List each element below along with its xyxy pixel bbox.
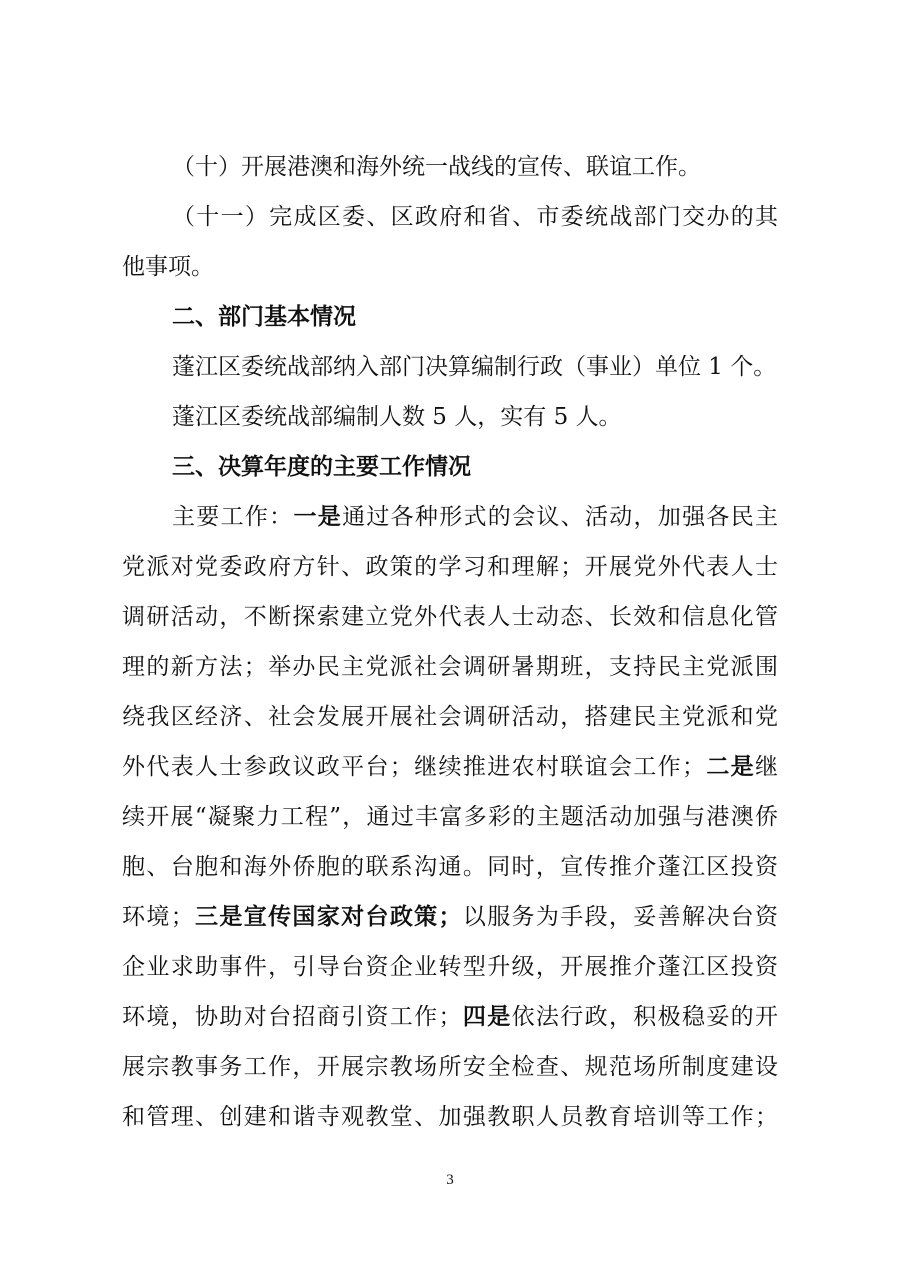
line-content [122,797,779,837]
bold-text: 三是宣传国家对台政策； [195,903,463,930]
text-run: 展宗教事务工作，开展宗教场所安全检查、规范场所制度建设 [122,1054,780,1080]
line-content [122,947,779,987]
text-run: 依法行政，积极稳妥的开 [511,1004,780,1030]
line-content [172,347,776,387]
text-line [0,647,900,687]
text-run: 外代表人士参政议政平台；继续推进农村联谊会工作； [122,754,707,780]
line-content [122,1047,779,1087]
text-line [0,747,900,787]
text-run: 党派对党委政府方针、政策的学习和理解；开展党外代表人士 [122,554,780,580]
text-run: 以服务为手段，妥善解决台资 [462,904,780,930]
text-run: 继 [755,754,780,780]
text-run: （十）开展港澳和海外统一战线的宣传、联谊工作。 [172,154,701,180]
line-content [122,897,779,937]
text-run: 主要工作： [172,504,294,530]
line-content [122,1097,779,1137]
line-content [172,147,701,187]
text-line [0,297,900,337]
text-run: 蓬江区委统战部纳入部门决算编制行政（事业）单位 1 个。 [172,354,777,380]
line-content [172,197,779,237]
text-line [0,497,900,537]
line-content [172,397,622,437]
bold-text: 四是 [462,1003,512,1030]
text-run: 胞、台胞和海外侨胞的联系沟通。同时，宣传推介蓬江区投资 [122,854,780,880]
text-line [0,997,900,1037]
text-run: （十一）完成区委、区政府和省、市委统战部门交办的其 [172,204,780,230]
text-line [0,147,900,187]
text-run: 调研活动，不断探索建立党外代表人士动态、长效和信息化管 [122,604,780,630]
bold-text: 三、决算年度的主要工作情况 [172,453,471,480]
text-run: 他事项。 [122,254,214,280]
line-content [122,997,779,1037]
text-line [0,247,900,287]
text-line [0,347,900,387]
line-content [122,697,779,737]
text-run: 企业求助事件，引导台资企业转型升级，开展推介蓬江区投资 [122,954,780,980]
text-run: 环境； [122,904,196,930]
line-content [122,647,779,687]
text-line [0,897,900,937]
line-content [122,847,779,887]
text-run: 蓬江区委统战部编制人数 5 人，实有 5 人。 [172,404,622,430]
page-number: 3 [446,1172,454,1188]
text-run: 理的新方法；举办民主党派社会调研暑期班，支持民主党派围 [122,654,780,680]
text-line [0,697,900,737]
line-content [122,747,779,787]
line-content [172,497,779,537]
bold-text: 二是 [706,753,756,780]
line-content [172,447,471,487]
text-line [0,597,900,637]
text-run: 和管理、创建和谐寺观教堂、加强教职人员教育培训等工作； [122,1104,780,1130]
text-run: 环境，协助对台招商引资工作； [122,1004,463,1030]
text-line [0,397,900,437]
bold-text: 一是 [293,503,343,530]
text-run: 绕我区经济、社会发展开展社会调研活动，搭建民主党派和党 [122,704,780,730]
text-line [0,947,900,987]
text-run: 通过各种形式的会议、活动，加强各民主 [342,504,780,530]
text-line [0,1097,900,1137]
text-line [0,1047,900,1087]
line-content [172,297,356,337]
text-run: 续开展“凝聚力工程”，通过丰富多彩的主题活动加强与港澳侨 [122,804,780,830]
text-line [0,447,900,487]
text-line [0,847,900,887]
text-line [0,197,900,237]
line-content [122,597,779,637]
line-content [122,547,779,587]
line-content [122,247,214,287]
text-line [0,797,900,837]
text-line [0,547,900,587]
bold-text: 二、部门基本情况 [172,303,356,330]
